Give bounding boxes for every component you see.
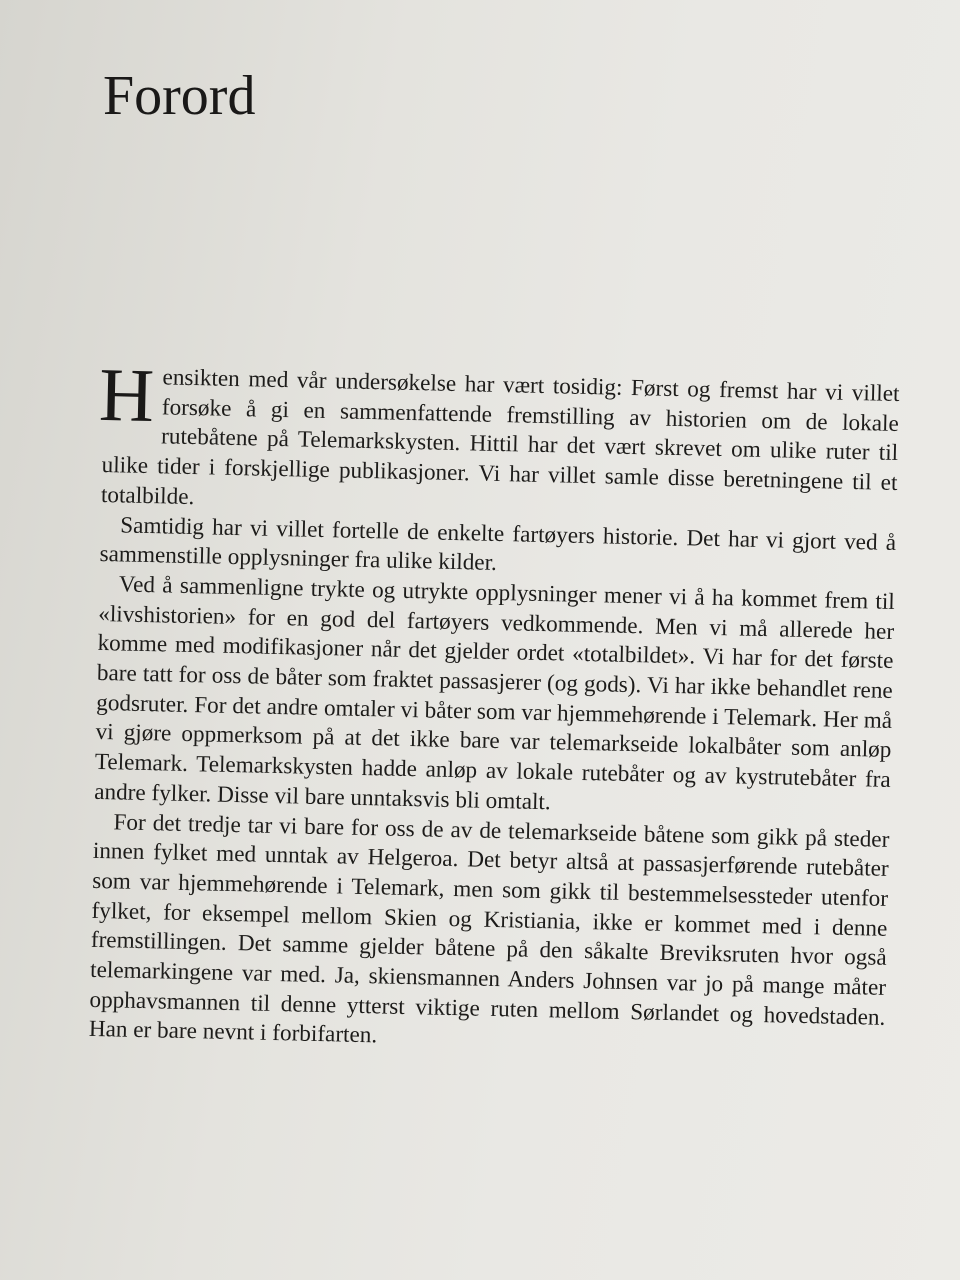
- paragraph-2: Samtidig har vi villet fortelle de enkelte fartøyers historie. Det har vi gjort ved å sammenstille opplysninger fra ulike kilder.: [99, 511, 897, 577]
- drop-cap: H: [98, 352, 156, 439]
- body-text: [88, 352, 900, 1063]
- paragraph-1-text: ensikten med vår undersøkelse har vært tosidig: Først og fremst har vi villet forsøke å gi en sammenfattende fremstilling av historien om de lokale rutebåtene på Telemarkskysten. Hittil har det vært skrevet om ulike ruter til ulike tider i forskjellige publikasjoner. Vi har villet samle disse beretningene til et totalbilde.: [100, 364, 900, 510]
- paragraph-1: [98, 352, 900, 529]
- paragraph-3: Ved å sammenligne trykte og utrykte opplysninger mener vi å ha kommet frem til «livshistorien» for en god del fartøyers vedkommende. Men vi må allerede her komme med modifikasjoner når det gjelder ordet «totalbildet». Vi har for det første bare tatt for oss de båter som fraktet passasjerer (og gods). Vi har ikke behandlet rene godsruter. For det andre omtaler vi båter som var hjemmehørende i Telemark. Her må vi gjøre oppmerksom på at det ikke bare var telemarkseide lokalbåter som anløp Telemark. Telemarkskysten hadde anløp av lokale rutebåter og av kystrutebåter fra andre fylker. Disse vil bare unntaksvis bli omtalt.: [93, 571, 896, 816]
- paragraph-4: For det tredje tar vi bare for oss de av de telemarkseide båtene som gikk på steder innen fylket med unntak av Helgeroa. Det betyr altså at passasjerførende rutebåter som var hjemmehørende i Telemark, men som gikk til bestemmelsessteder utenfor fylket, for eksempel mellom Skien og Kristiania, ikke er kommet med i denne fremstillingen. Det samme gjelder båtene på den såkalte Breviksruten hvor også telemarkingene var med. Ja, skiensmannen Anders Johnsen var jo på mange måter opphavsmannen til denne ytterst viktige ruten mellom Sørlandet og hovedstaden. Han er bare nevnt i forbifarten.: [88, 808, 890, 1049]
- page-title: Forord: [103, 65, 256, 127]
